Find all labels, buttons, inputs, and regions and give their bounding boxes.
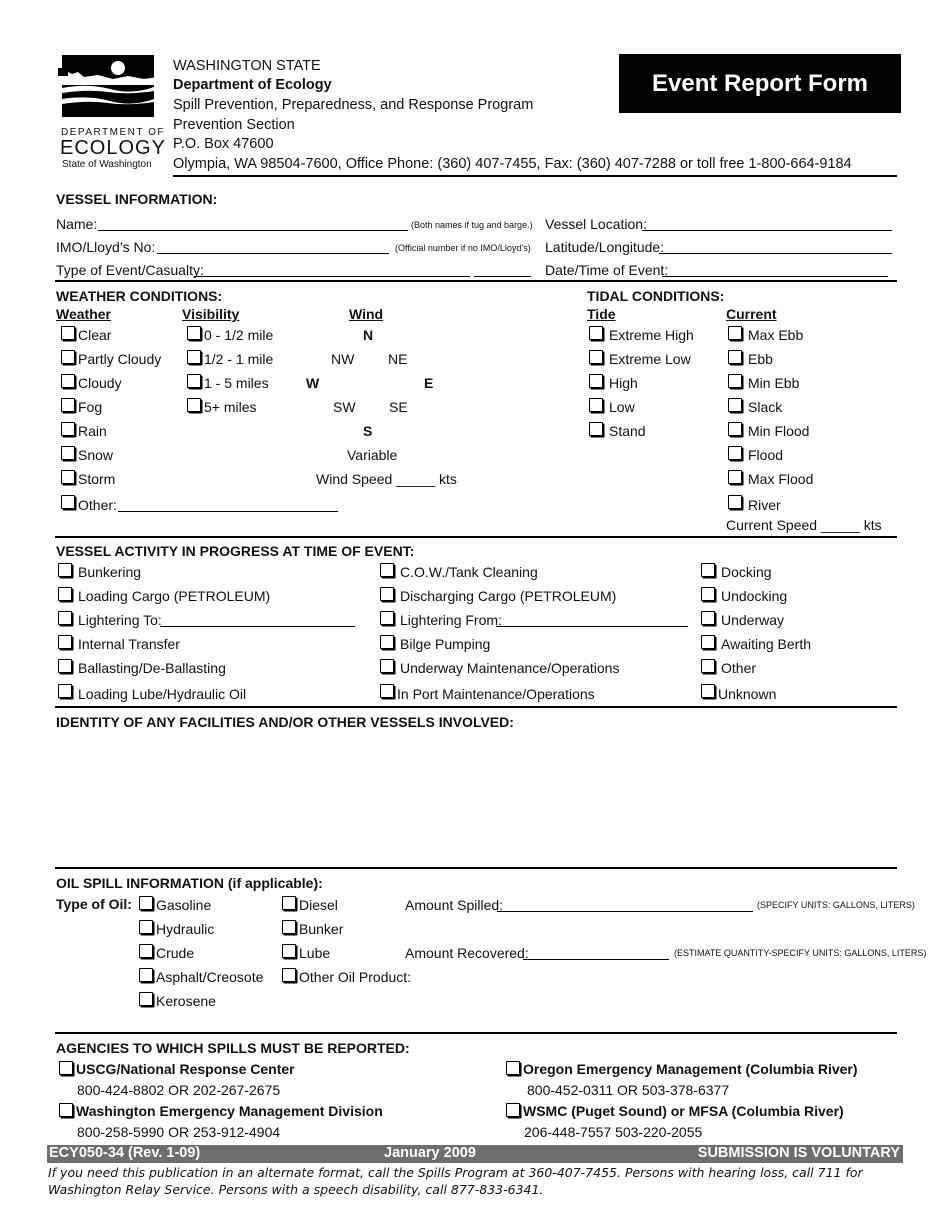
agency-phone: 206-448-7557 503-220-2055: [524, 1124, 703, 1140]
wind-nw[interactable]: NW: [331, 351, 355, 367]
logo-ecology-text: ECOLOGY: [60, 137, 166, 159]
agency-name: USCG/National Response Center: [76, 1061, 295, 1077]
amount-spilled-label: Amount Spilled:: [405, 897, 504, 913]
lightering-to-field[interactable]: [160, 626, 355, 627]
checkbox[interactable]: [589, 398, 603, 412]
option-label: Storm: [78, 471, 116, 487]
checkbox[interactable]: [589, 350, 603, 364]
option-label: Internal Transfer: [78, 636, 180, 652]
option-label: Other Oil Product:: [299, 969, 412, 985]
header-line-dept: Department of Ecology: [173, 77, 332, 93]
option-label: Diesel: [299, 897, 338, 913]
latlon-field[interactable]: [659, 253, 892, 254]
option-label: Crude: [156, 945, 195, 961]
option-label: Bunkering: [78, 564, 142, 580]
wind-speed-field[interactable]: Wind Speed _____ kts: [316, 471, 457, 487]
name-label: Name:: [56, 216, 98, 232]
checkbox[interactable]: [61, 495, 75, 509]
option-label: Bunker: [299, 921, 344, 937]
wind-col-header: Wind: [349, 306, 384, 322]
option-label: River: [748, 497, 781, 513]
weather-col-header: Weather: [56, 306, 111, 322]
checkbox[interactable]: [701, 563, 715, 577]
divider-identity: [55, 706, 897, 708]
wind-s[interactable]: S: [363, 423, 373, 439]
option-label: Loading Lube/Hydraulic Oil: [78, 686, 247, 702]
checkbox[interactable]: [282, 944, 296, 958]
name-note: (Both names if tug and barge.): [411, 220, 533, 230]
wind-e[interactable]: E: [424, 375, 434, 391]
checkbox[interactable]: [380, 659, 394, 673]
imo-label: IMO/Lloyd’s No:: [56, 239, 156, 255]
option-label: Flood: [748, 447, 784, 463]
checkbox[interactable]: [58, 563, 72, 577]
header-line-section: Prevention Section: [173, 117, 295, 133]
option-label: Ebb: [748, 351, 773, 367]
checkbox[interactable]: [61, 446, 75, 460]
checkbox[interactable]: [58, 611, 72, 625]
checkbox[interactable]: [61, 326, 75, 340]
option-label: Cloudy: [78, 375, 122, 391]
checkbox[interactable]: [506, 1103, 520, 1117]
option-label: Kerosene: [156, 993, 216, 1009]
wind-variable[interactable]: Variable: [347, 447, 398, 463]
checkbox[interactable]: [701, 659, 715, 673]
form-number: ECY050-34 (Rev. 1-09): [49, 1145, 201, 1161]
checkbox[interactable]: [589, 422, 603, 436]
option-label: Underway Maintenance/Operations: [400, 660, 620, 676]
checkbox[interactable]: [58, 684, 72, 698]
wind-ne[interactable]: NE: [388, 351, 408, 367]
option-label: Fog: [78, 399, 103, 415]
option-label: 5+ miles: [204, 399, 257, 415]
wind-sw[interactable]: SW: [333, 399, 356, 415]
datetime-field[interactable]: [662, 276, 888, 277]
header-line-program: Spill Prevention, Preparedness, and Response Program: [173, 97, 534, 113]
checkbox[interactable]: [380, 635, 394, 649]
checkbox[interactable]: [139, 896, 153, 910]
checkbox[interactable]: [61, 398, 75, 412]
amount-recovered-field[interactable]: [523, 959, 669, 960]
name-field[interactable]: [98, 230, 408, 231]
checkbox[interactable]: [701, 587, 715, 601]
checkbox[interactable]: [728, 422, 742, 436]
checkbox[interactable]: [728, 495, 742, 509]
checkbox[interactable]: [282, 920, 296, 934]
option-label: Clear: [78, 327, 112, 343]
checkbox[interactable]: [58, 659, 72, 673]
tidal-heading: TIDAL CONDITIONS:: [587, 288, 725, 304]
option-label: C.O.W./Tank Cleaning: [400, 564, 538, 580]
option-label: High: [609, 375, 638, 391]
accessibility-note: If you need this publication in an alternate format, call the Spills Program at 360-407-7455. Persons with hearing loss, call 711 for Washington Relay Service. Persons with a speech disability, call 877-833-6341.: [48, 1165, 863, 1197]
option-label: Lightering From:: [400, 612, 502, 628]
checkbox[interactable]: [380, 611, 394, 625]
option-label: Gasoline: [156, 897, 212, 913]
option-label: Stand: [609, 423, 646, 439]
checkbox[interactable]: [187, 398, 201, 412]
checkbox[interactable]: [380, 684, 394, 698]
option-label: Underway: [721, 612, 785, 628]
checkbox[interactable]: [380, 587, 394, 601]
option-label: Discharging Cargo (PETROLEUM): [400, 588, 617, 604]
checkbox[interactable]: [589, 374, 603, 388]
checkbox[interactable]: [59, 1061, 73, 1075]
checkbox[interactable]: [728, 326, 742, 340]
option-label: Max Flood: [748, 471, 814, 487]
agency-phone: 800-424-8802 OR 202-267-2675: [77, 1082, 281, 1098]
option-label: Slack: [748, 399, 783, 415]
option-label: Snow: [78, 447, 114, 463]
option-label: Other: [721, 660, 757, 676]
weather-other-field[interactable]: [118, 511, 338, 512]
logo-state-text: State of Washington: [62, 159, 152, 170]
option-label: Asphalt/Creosote: [156, 969, 264, 985]
checkbox[interactable]: [58, 587, 72, 601]
checkbox[interactable]: [61, 374, 75, 388]
option-label: Low: [609, 399, 635, 415]
option-label: Rain: [78, 423, 107, 439]
option-label: Min Ebb: [748, 375, 800, 391]
agency-name: Washington Emergency Management Division: [76, 1103, 383, 1119]
checkbox[interactable]: [59, 1103, 73, 1117]
checkbox[interactable]: [701, 635, 715, 649]
lightering-from-field[interactable]: [496, 626, 688, 627]
imo-note: (Official number if no IMO/Lloyd’s): [395, 243, 531, 253]
oil-type-label: Type of Oil:: [56, 896, 132, 912]
identity-textarea[interactable]: [56, 734, 896, 864]
logo-dept-text: DEPARTMENT OF: [61, 127, 165, 138]
checkbox[interactable]: [728, 374, 742, 388]
vessel-heading: VESSEL INFORMATION:: [56, 191, 218, 207]
agency-phone: 800-452-0311 OR 503-378-6377: [527, 1082, 730, 1098]
option-label: Docking: [721, 564, 772, 580]
checkbox[interactable]: [139, 968, 153, 982]
option-label: Lube: [299, 945, 331, 961]
checkbox[interactable]: [139, 992, 153, 1006]
option-label: 0 - 1/2 mile: [204, 327, 274, 343]
checkbox[interactable]: [282, 896, 296, 910]
divider-agencies: [55, 1032, 897, 1034]
divider-weather: [55, 280, 897, 282]
footer-bar: [47, 1145, 903, 1163]
agency-name: WSMC (Puget Sound) or MFSA (Columbia River): [523, 1103, 844, 1119]
header-line-state: WASHINGTON STATE: [173, 58, 321, 74]
option-label: Max Ebb: [748, 327, 804, 343]
checkbox[interactable]: [728, 398, 742, 412]
checkbox[interactable]: [61, 350, 75, 364]
option-label: Undocking: [721, 588, 788, 604]
datetime-label: Date/Time of Event:: [545, 262, 669, 278]
header-divider: [173, 175, 897, 177]
checkbox[interactable]: [728, 446, 742, 460]
option-label: 1 - 5 miles: [204, 375, 269, 391]
checkbox[interactable]: [61, 422, 75, 436]
agency-name: Oregon Emergency Management (Columbia River): [523, 1061, 858, 1077]
latlon-label: Latitude/Longitude:: [545, 239, 665, 255]
location-label: Vessel Location:: [545, 216, 647, 232]
checkbox[interactable]: [61, 470, 75, 484]
wind-se[interactable]: SE: [389, 399, 408, 415]
option-label: Ballasting/De-Ballasting: [78, 660, 226, 676]
option-label: Extreme Low: [609, 351, 691, 367]
event-type-label: Type of Event/Casualty:: [56, 262, 204, 278]
imo-field[interactable]: [157, 253, 389, 254]
header-line-pobox: P.O. Box 47600: [173, 136, 274, 152]
divider-activity: [55, 536, 897, 538]
weather-heading: WEATHER CONDITIONS:: [56, 288, 223, 304]
checkbox[interactable]: [701, 684, 715, 698]
divider-oil: [55, 867, 897, 869]
checkbox[interactable]: [187, 326, 201, 340]
checkbox[interactable]: [728, 470, 742, 484]
event-type-field[interactable]: [194, 276, 470, 277]
visibility-col-header: Visibility: [182, 306, 240, 322]
checkbox[interactable]: [282, 968, 296, 982]
option-label: Hydraulic: [156, 921, 215, 937]
submission-voluntary: SUBMISSION IS VOLUNTARY: [697, 1145, 900, 1161]
option-label: Unknown: [718, 686, 777, 702]
current-speed-field[interactable]: Current Speed _____ kts: [726, 517, 882, 533]
checkbox[interactable]: [187, 374, 201, 388]
option-label: Extreme High: [609, 327, 694, 343]
option-label: In Port Maintenance/Operations: [397, 686, 595, 702]
option-label: 1/2 - 1 mile: [204, 351, 274, 367]
option-label: Bilge Pumping: [400, 636, 491, 652]
option-label: Min Flood: [748, 423, 810, 439]
wind-w[interactable]: W: [306, 375, 320, 391]
ecology-logo-icon: [58, 55, 158, 125]
checkbox[interactable]: [589, 326, 603, 340]
wind-n[interactable]: N: [363, 327, 374, 343]
amount-spilled-field[interactable]: [497, 911, 753, 912]
checkbox[interactable]: [139, 944, 153, 958]
identity-heading: IDENTITY OF ANY FACILITIES AND/OR OTHER VESSELS INVOLVED:: [56, 714, 514, 730]
activity-heading: VESSEL ACTIVITY IN PROGRESS AT TIME OF EVENT:: [56, 543, 415, 559]
checkbox[interactable]: [139, 920, 153, 934]
event-type-field-2[interactable]: [474, 276, 531, 277]
header-line-address: Olympia, WA 98504-7600, Office Phone: (360) 407-7455, Fax: (360) 407-7288 or toll free 1-800-664-9184: [173, 156, 852, 172]
checkbox[interactable]: [58, 635, 72, 649]
form-date: January 2009: [384, 1145, 476, 1161]
option-label: Loading Cargo (PETROLEUM): [78, 588, 271, 604]
option-label: Other:: [78, 497, 117, 513]
checkbox[interactable]: [506, 1061, 520, 1075]
checkbox[interactable]: [380, 563, 394, 577]
oil-heading: OIL SPILL INFORMATION (if applicable):: [56, 875, 323, 891]
option-label: Awaiting Berth: [721, 636, 812, 652]
amount-recovered-label: Amount Recovered:: [405, 945, 529, 961]
tide-col-header: Tide: [587, 306, 616, 322]
option-label: Lightering To:: [78, 612, 162, 628]
checkbox[interactable]: [187, 350, 201, 364]
checkbox[interactable]: [728, 350, 742, 364]
agencies-heading: AGENCIES TO WHICH SPILLS MUST BE REPORTED:: [56, 1040, 410, 1056]
location-field[interactable]: [642, 230, 892, 231]
form-title: Event Report Form: [619, 54, 901, 113]
agency-phone: 800-258-5990 OR 253-912-4904: [77, 1124, 281, 1140]
amount-recovered-note: (ESTIMATE QUANTITY-SPECIFY UNITS: GALLONS, LITERS): [674, 948, 927, 958]
checkbox[interactable]: [701, 611, 715, 625]
amount-spilled-note: (SPECIFY UNITS: GALLONS, LITERS): [757, 900, 915, 910]
current-col-header: Current: [726, 306, 777, 322]
option-label: Partly Cloudy: [78, 351, 162, 367]
